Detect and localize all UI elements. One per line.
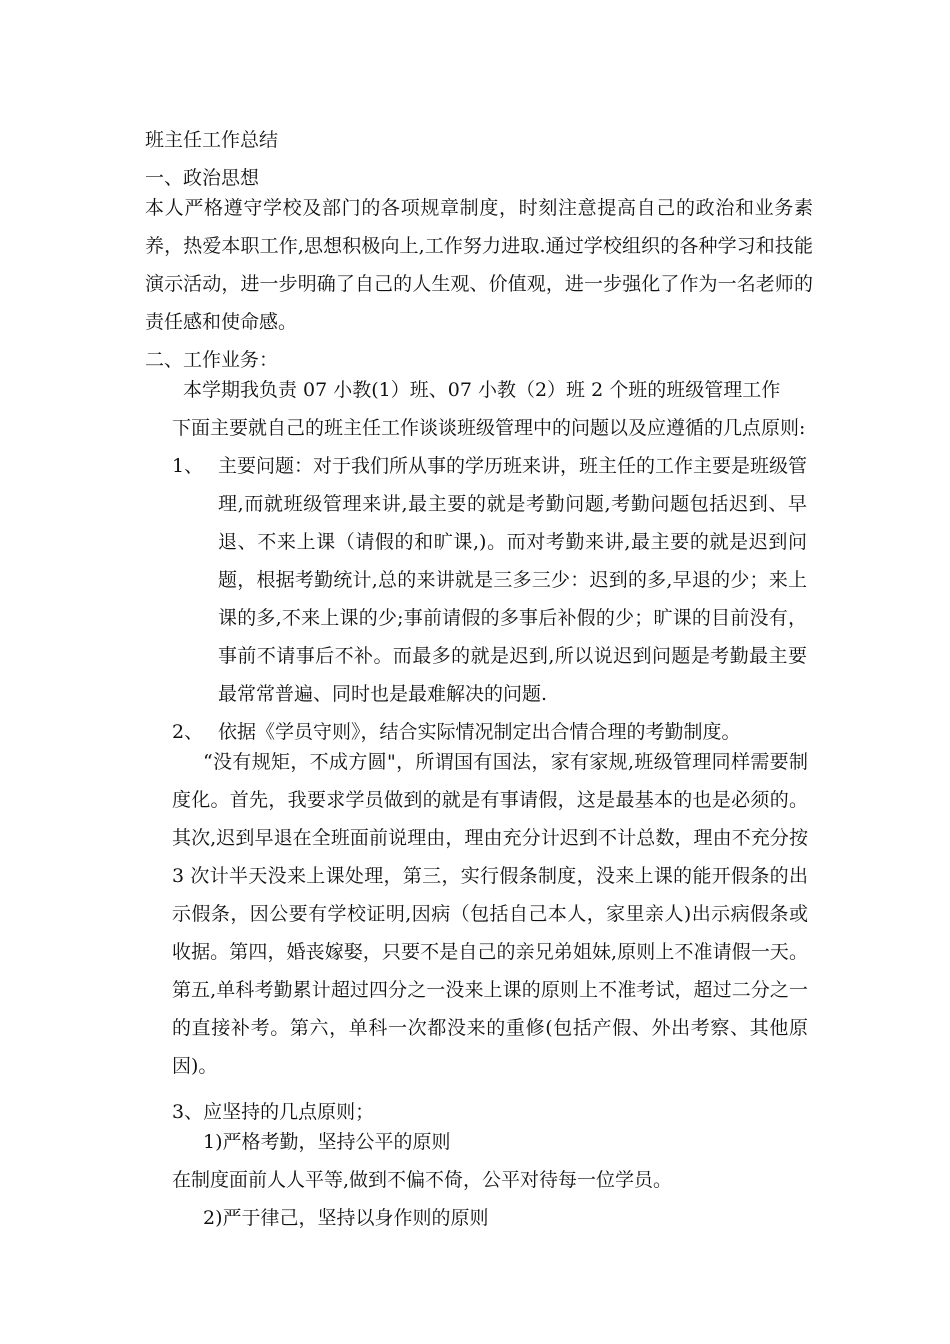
section-1-heading: 一、政治思想 bbox=[145, 167, 260, 189]
item-1-number: 1、 bbox=[172, 455, 204, 477]
principle-1-heading: 1)严格考勤，坚持公平的原则 bbox=[203, 1131, 451, 1153]
section-2-heading: 二、工作业务： bbox=[145, 349, 279, 371]
principle-1-paragraph: 在制度面前人人平等,做到不偏不倚，公平对待每一位学员。 bbox=[172, 1169, 673, 1191]
item-2-heading: 依据《学员守则》，结合实际情况制定出合情合理的考勤制度。 bbox=[218, 721, 741, 743]
item-3-heading: 3、应坚持的几点原则； bbox=[172, 1101, 375, 1123]
item-1-paragraph: 主要问题：对于我们所从事的学历班来讲，班主任的工作主要是班级管理,而就班级管理来讲,最主要的就是考勤问题,考勤问题包括迟到、早退、不来上课（请假的和旷课,)。而对考勤来讲,最主要的就是迟到问题，根据考勤统计,总的来讲就是三多三少：迟到的多,早退的少；来上课的多,不来上课的少;事前请假的多事后补假的少；旷课的目前没有，事前不请事后不补。而最多的就是迟到,所以说迟到问题是考勤最主要最常常普遍、同时也是最难解决的问题. bbox=[218, 455, 808, 705]
section-1-paragraph: 本人严格遵守学校及部门的各项规章制度，时刻注意提高自己的政治和业务素养，热爱本职工作,思想积极向上,工作努力进取.通过学校组织的各种学习和技能演示活动，进一步明确了自己的人生观、价值观，进一步强化了作为一名老师的责任感和使命感。 bbox=[145, 197, 813, 333]
document-title: 班主任工作总结 bbox=[145, 129, 279, 151]
principle-2-heading: 2)严于律己，坚持以身作则的原则 bbox=[203, 1207, 489, 1229]
section-2-intro-line: 下面主要就自己的班主任工作谈谈班级管理中的问题以及应遵循的几点原则: bbox=[172, 417, 806, 439]
item-2-number: 2、 bbox=[172, 721, 204, 743]
item-2-paragraph: “没有规矩，不成方圆"，所谓国有国法，家有家规,班级管理同样需要制度化。首先，我要求学员做到的就是有事请假，这是最基本的也是必须的。其次,迟到早退在全班面前说理由，理由充分计迟到不计总数，理由不充分按 3 次计半天没来上课处理，第三，实行假条制度，没来上课的能开假条的出示假条，因公要有学校证明,因病（包括自己本人，家里亲人)出示病假条或收据。第四，婚丧嫁娶，只要不是自己的亲兄弟姐妹,原则上不准请假一天。第五,单科考勤累计超过四分之一没来上课的原则上不准考试，超过二分之一的直接补考。第六，单科一次都没来的重修(包括产假、外出考察、其他原因)。 bbox=[172, 751, 808, 1077]
section-2-scope-line: 本学期我负责 07 小教(1）班、07 小教（2）班 2 个班的班级管理工作 bbox=[183, 379, 781, 401]
